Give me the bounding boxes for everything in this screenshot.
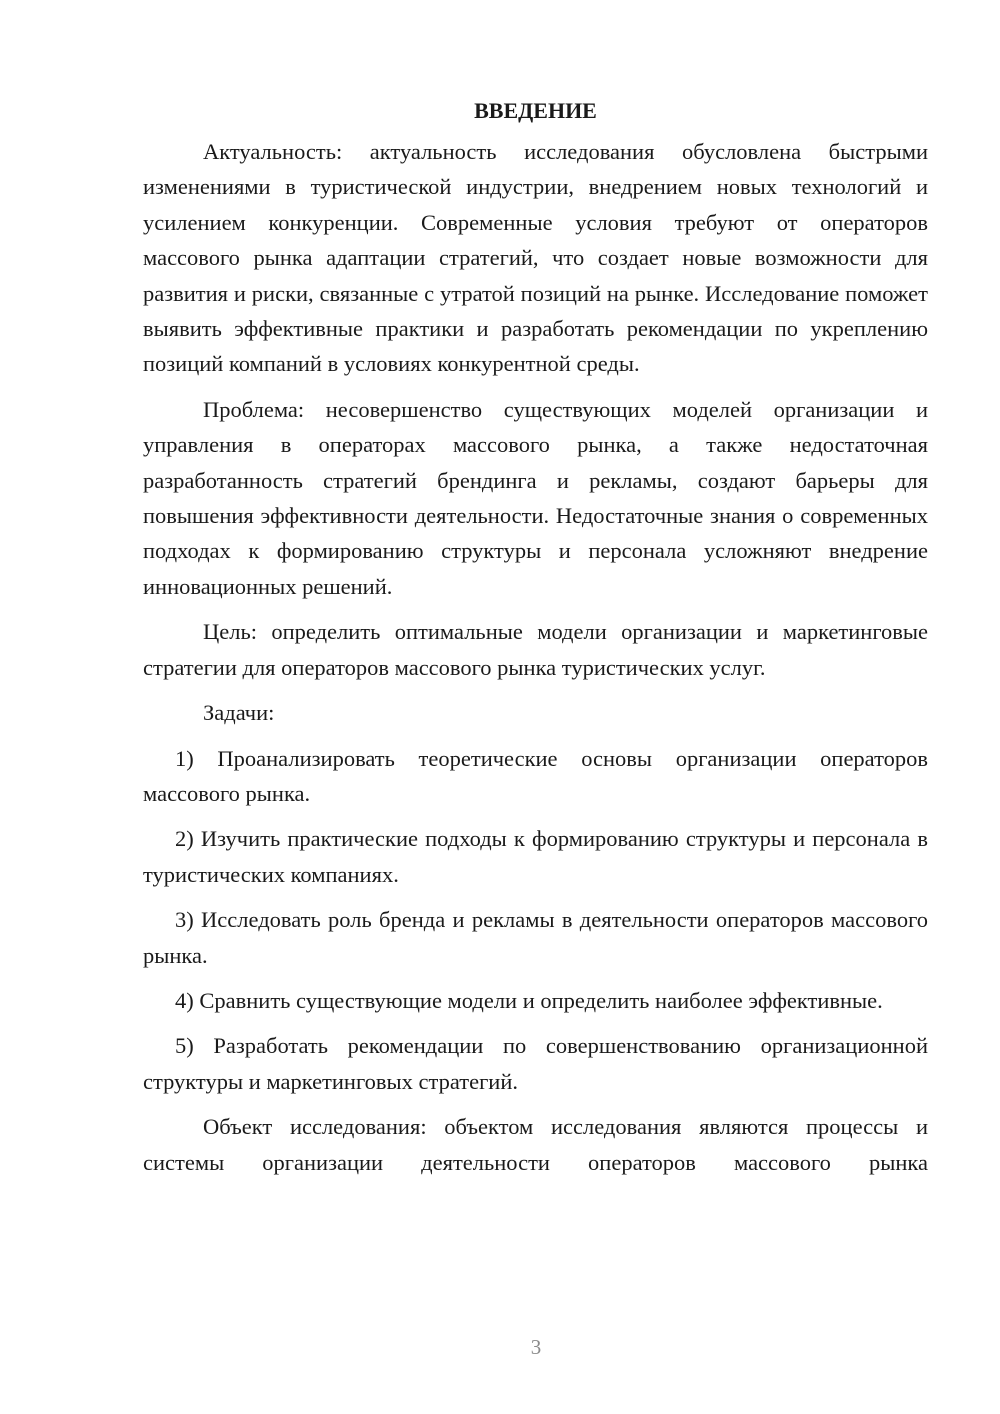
page-number: 3 xyxy=(530,1335,542,1359)
paragraph-object: Объект исследования: объектом исследования являются процессы и системы организации деятельности операторов массового рынка xyxy=(143,1114,928,1175)
page-title: ВВЕДЕНИЕ xyxy=(474,98,597,123)
tasks-heading: Задачи: xyxy=(203,700,275,726)
task-item-4: 4) Сравнить существующие модели и определить наиболее эффективные. xyxy=(175,987,883,1013)
document-body xyxy=(143,93,928,1180)
paragraph-relevance: Актуальность: актуальность исследования обусловлена быстрыми изменениями в туристической индустрии, внедрением новых технологий и усилением конкуренции. Современные условия требуют от операторов массового рынка адаптации стратегий, что создает новые возможности для развития и риски, связанные с утратой позиций на рынке. Исследование поможет выявить эффективные практики и разработать рекомендации по укреплению позиций компаний в условиях конкурентной среды. xyxy=(143,139,928,377)
paragraph-goal: Цель: определить оптимальные модели организации и маркетинговые стратегии для операторов массового рынка туристических услуг. xyxy=(143,619,928,680)
paragraph-problem: Проблема: несовершенство существующих моделей организации и управления в операторах массового рынка, а также недостаточная разработанность стратегий брендинга и рекламы, создают барьеры для повышения эффективности деятельности. Недостаточные знания о современных подходах к формированию структуры и персонала усложняют внедрение инновационных решений. xyxy=(143,396,928,599)
task-item-1: 1) Проанализировать теоретические основы организации операторов массового рынка. xyxy=(143,745,928,806)
task-item-2: 2) Изучить практические подходы к формированию структуры и персонала в туристических компаниях. xyxy=(143,826,928,887)
task-item-5: 5) Разработать рекомендации по совершенствованию организационной структуры и маркетинговых стратегий. xyxy=(143,1033,928,1094)
task-item-3: 3) Исследовать роль бренда и рекламы в деятельности операторов массового рынка. xyxy=(143,907,928,968)
